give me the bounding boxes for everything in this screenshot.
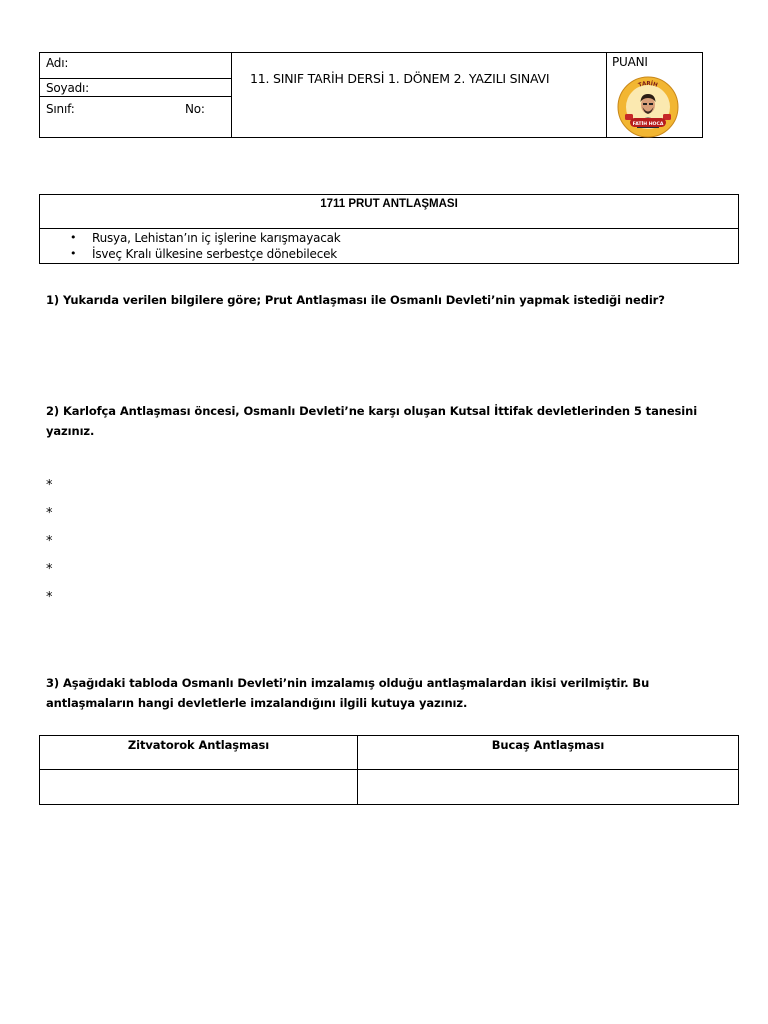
treaty-answer-table (39, 735, 739, 805)
answer-cell-zitvatorok[interactable] (40, 771, 357, 804)
treaty-info-box (39, 194, 739, 264)
surname-field[interactable] (40, 79, 231, 97)
name-label: Adı: (46, 56, 69, 70)
question-3: 3) Aşağıdaki tabloda Osmanlı Devleti’nin imzalamış olduğu antlaşmalardan ikisi verilmiştir. Bu antlaşmaların hangi devletlerle imzalandığını ilgili kutuya yazınız. (46, 676, 650, 710)
teacher-logo (617, 76, 679, 138)
logo-bottom-text: FATİH HOCA (632, 122, 664, 127)
logo-top-text: TARİH (637, 80, 659, 89)
answer-cell-bucas[interactable] (358, 771, 738, 804)
surname-label: Soyadı: (46, 81, 90, 95)
answer-bullet: * (46, 562, 53, 577)
answer-bullet: * (46, 590, 53, 605)
exam-title-cell (232, 53, 607, 137)
treaty-items (40, 230, 738, 262)
treaty-title: 1711 PRUT ANTLAŞMASI (40, 195, 738, 229)
question-1: 1) Yukarıda verilen bilgilere göre; Prut Antlaşması ile Osmanlı Devleti’nin yapmak istediği nedir? (46, 293, 665, 307)
student-info (40, 53, 232, 137)
number-label: No: (185, 102, 205, 116)
column-header-bucas: Bucaş Antlaşması (358, 736, 738, 770)
list-item: • İsveç Kralı ülkesine serbestçe dönebilecek (40, 246, 738, 262)
list-item: • Rusya, Lehistan’ın iç işlerine karışmayacak (40, 230, 738, 246)
class-label: Sınıf: (46, 102, 75, 116)
score-label: PUANI (612, 55, 648, 69)
question-2: 2) Karlofça Antlaşması öncesi, Osmanlı Devleti’ne karşı oluşan Kutsal İttifak devletlerinden 5 tanesini yazınız. (46, 404, 698, 438)
class-number-field[interactable] (40, 97, 231, 137)
name-field[interactable] (40, 53, 231, 79)
score-cell[interactable] (607, 53, 702, 137)
exam-title: 11. SINIF TARİH DERSİ 1. DÖNEM 2. YAZILI SINAVI (250, 71, 550, 86)
column-header-zitvatorok: Zitvatorok Antlaşması (40, 736, 357, 770)
answer-bullet: * (46, 534, 53, 549)
answer-bullet: * (46, 478, 53, 493)
exam-header (39, 52, 703, 138)
answer-bullet: * (46, 506, 53, 521)
